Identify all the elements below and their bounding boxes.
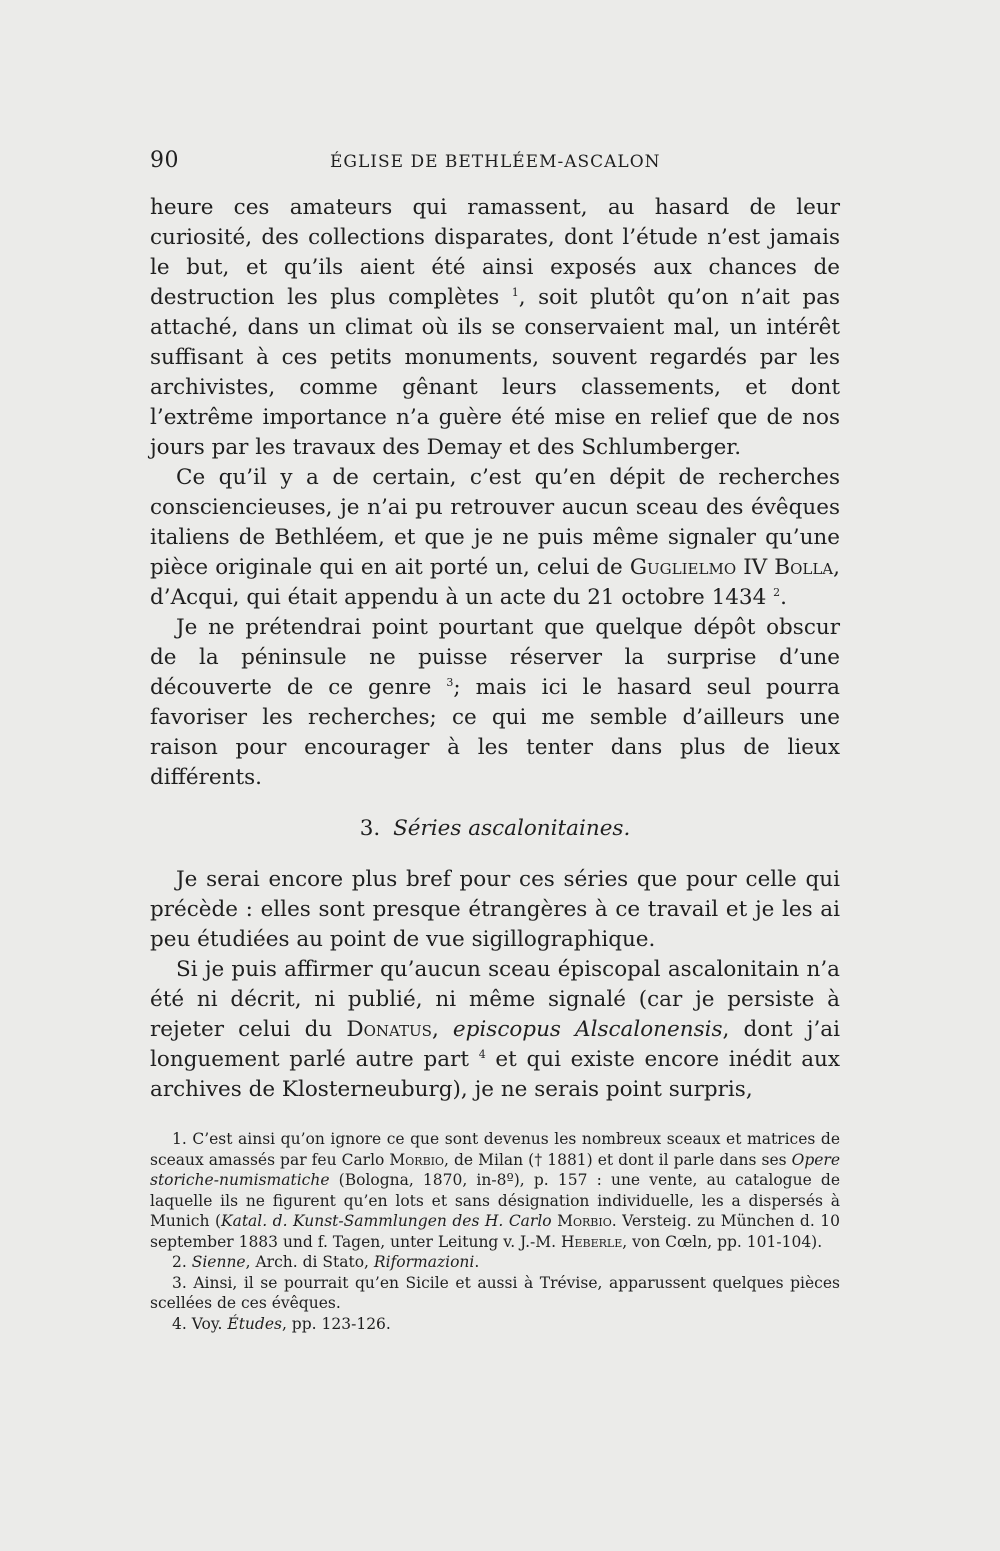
para2-end: . xyxy=(780,585,787,610)
name-donatus: Donatus xyxy=(346,1017,432,1042)
paragraph-1 xyxy=(150,193,840,463)
fn1-morbio-2: Morbio xyxy=(557,1212,612,1230)
footnote-2 xyxy=(150,1252,840,1273)
paragraph-2 xyxy=(150,463,840,613)
fn4-italic: Études xyxy=(227,1314,282,1333)
main-text-lower xyxy=(150,865,840,1105)
section-number: 3. xyxy=(359,816,381,841)
footnote-1 xyxy=(150,1129,840,1252)
para1-end: , soit plutôt qu’on n’ait pas attaché, dans un climat où ils se conservaient mal, un intérêt suffisant à ces petits monuments, souvent regardés par les archivistes, comme gênant leurs classements, et dont l’extrême importance n’a guère été mise en relief que de nos jours par les travaux des Demay et des Schlumberger. xyxy=(150,285,840,460)
footnote-ref-3: 3 xyxy=(446,675,454,689)
section-heading xyxy=(150,816,840,841)
para2-a: Ce qu’il y a de certain, c’est qu’en dépit de recherches consciencieuses, je n’ai pu retrouver aucun sceau des évêques italiens de Bethléem, et que je ne puis même signaler qu’une pièce originale qui en ait porté un, celui de xyxy=(150,465,840,580)
page-number: 90 xyxy=(150,148,179,173)
paragraph-4: Je serai encore plus bref pour ces séries que pour celle qui précède : elles sont presque étrangères à ce travail et je les ai peu étudiées au point de vue sigillographique. xyxy=(150,867,840,952)
main-text-upper xyxy=(150,193,840,793)
fn1-italic-2: Katal. d. Kunst-Sammlungen des H. Carlo xyxy=(221,1212,552,1230)
fn1-c: (Bologna, 1870, in-8º), p. 157 : une vente, au catalogue de laquelle ils ne figurent qu’en lots et sans désignation individuelle, les a dispersés à Munich ( xyxy=(150,1171,840,1230)
fn2-c: . xyxy=(474,1253,480,1271)
para5-b: , xyxy=(431,1017,453,1042)
para5-c: , dont j’ai longuement parlé autre part xyxy=(150,1017,840,1072)
fn4-a: 4. Voy. xyxy=(172,1314,228,1333)
para5-a: Si je puis affirmer qu’aucun sceau épiscopal ascalonitain n’a été ni décrit, ni publié, ni même signalé (car je persiste à rejeter celui du xyxy=(150,957,840,1042)
fn1-italic-1: Opere storiche-numismatiche xyxy=(150,1150,840,1189)
paragraph-3 xyxy=(150,613,840,793)
name-bolla: Bolla xyxy=(774,555,834,580)
running-head: ÉGLISE DE BETHLÉEM-ASCALON xyxy=(330,152,661,172)
footnote-ref-4: 4 xyxy=(478,1047,486,1061)
para3-a: Je ne prétendrai point pourtant que quelque dépôt obscur de la péninsule ne puisse réserver la surprise d’une découverte de ce genre xyxy=(150,615,840,700)
para2-b: IV xyxy=(736,555,775,580)
fn4-b: , pp. 123-126. xyxy=(281,1314,391,1333)
fn1-a: 1. C’est ainsi qu’on ignore ce que sont devenus les nombreux sceaux et matrices de sceaux amassés par feu Carlo xyxy=(150,1130,840,1169)
fn1-e: . Versteig. zu München d. 10 september 1883 und f. Tagen, unter Leitung v. J.-M. xyxy=(150,1212,840,1251)
footnote-ref-2: 2 xyxy=(773,585,781,599)
para2-c: , d’Acqui, qui était appendu à un acte du 21 octobre 1434 xyxy=(150,555,840,610)
para5-italic: episcopus Alscalonensis xyxy=(452,1017,723,1042)
fn1-heberle: Heberle xyxy=(560,1232,623,1251)
fn2-a: 2. xyxy=(172,1253,192,1271)
name-guglielmo: Guglielmo xyxy=(629,555,737,580)
footnote-ref-1: 1 xyxy=(511,285,519,299)
fn2-italic-2: Riformazioni xyxy=(373,1253,475,1271)
fn2-b: , Arch. di Stato, xyxy=(245,1253,374,1271)
section-title: Séries ascalonitaines. xyxy=(393,816,631,841)
footnotes xyxy=(150,1129,840,1334)
fn2-italic-1: Sienne xyxy=(191,1253,246,1271)
fn1-f: , von Cœln, pp. 101-104). xyxy=(622,1232,823,1251)
paragraph-5 xyxy=(150,955,840,1105)
para3-b: ; mais ici le hasard seul pourra favoriser les recherches; ce qui me semble d’ailleurs une raison pour encourager à les tenter dans plus de lieux différents. xyxy=(150,675,840,790)
fn1-morbio: Morbio xyxy=(389,1150,445,1169)
footnote-4 xyxy=(150,1314,840,1335)
footnote-3: 3. Ainsi, il se pourrait qu’en Sicile et aussi à Trévise, apparussent quelques pièces scellées de ces évêques. xyxy=(150,1273,840,1312)
para1-text: heure ces amateurs qui ramassent, au hasard de leur curiosité, des collections disparates, dont l’étude n’est jamais le but, et qu’ils aient été ainsi exposés aux chances de destruction les plus complètes xyxy=(150,195,840,310)
para5-d: et qui existe encore inédit aux archives de Klosterneuburg), je ne serais point surpris, xyxy=(150,1047,840,1102)
fn1-b: , de Milan († 1881) et dont il parle dans ses xyxy=(444,1150,792,1169)
